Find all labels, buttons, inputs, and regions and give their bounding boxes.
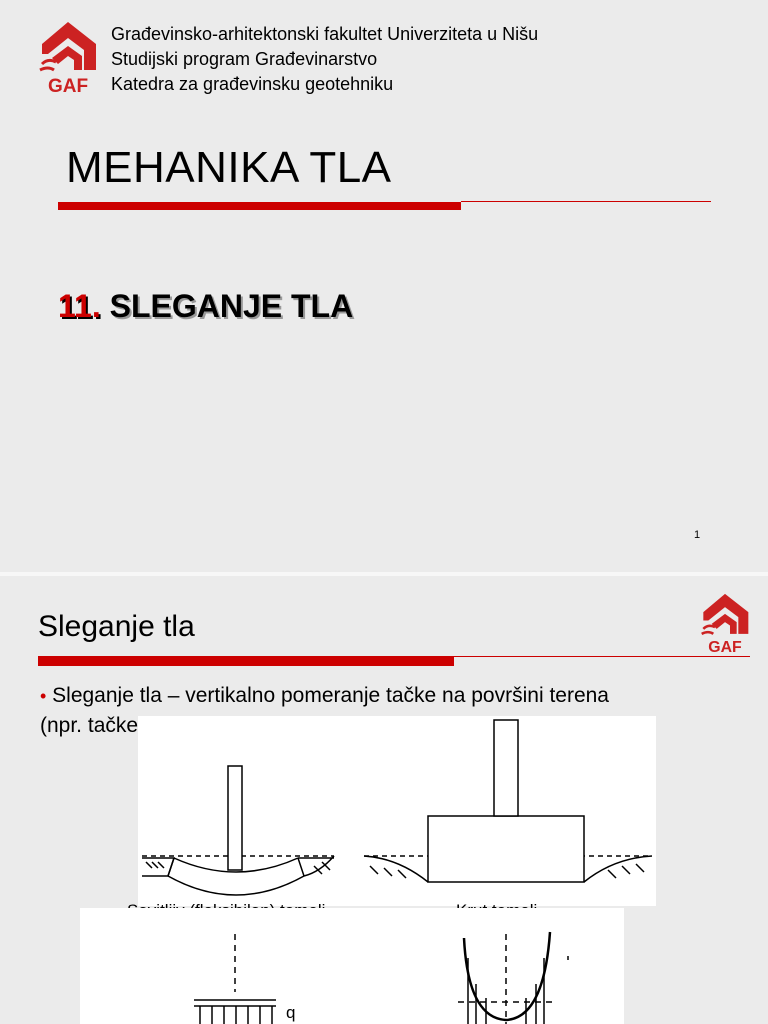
caption-rigid: Krut temelj [456, 901, 538, 920]
study-program: Studijski program Građevinarstvo [111, 49, 378, 69]
slide-title-underline-thin [454, 656, 750, 657]
rigid-foundation-block [428, 816, 584, 882]
contact-pressure-figure [80, 908, 624, 1024]
pressure-curve [464, 932, 550, 1020]
column-left [228, 766, 242, 870]
settlement-figure-top [138, 716, 656, 906]
bullet-marker: • [40, 686, 47, 706]
title-underline-thick [58, 202, 461, 210]
bullet-line-2: (npr. tačke na kontaktu temelja i tla). [40, 714, 378, 737]
flexible-foundation-bottom [168, 876, 304, 895]
course-title: MEHANIKA TLA [66, 143, 392, 192]
column-right [494, 720, 518, 816]
slide-2 [0, 576, 768, 1024]
logo-text-small: GAF [708, 639, 742, 656]
page-number: 1 [694, 529, 701, 541]
faculty-header [111, 22, 538, 97]
load-label-q: q [286, 1003, 296, 1022]
faculty-name: Građevinsko-arhitektonski fakultet Univerziteta u Nišu [111, 24, 539, 44]
caption-flexible: Savitljiv (fleksibilan) temelj [127, 901, 326, 920]
logo-text: GAF [47, 76, 89, 96]
chapter-number: 11. [58, 288, 101, 324]
chapter-heading [58, 288, 353, 325]
slide-title-underline-thick [38, 656, 454, 666]
slide-title: Sleganje tla [38, 610, 195, 643]
department-name: Katedra za građevinsku geotehniku [111, 74, 394, 94]
title-underline-thin [461, 201, 711, 202]
gaf-logo [38, 18, 98, 96]
gaf-logo-small [700, 590, 750, 656]
chapter-title: SLEGANJE TLA [109, 288, 354, 324]
bullet-line-1: Sleganje tla – vertikalno pomeranje tačke na površini terena [52, 684, 609, 707]
